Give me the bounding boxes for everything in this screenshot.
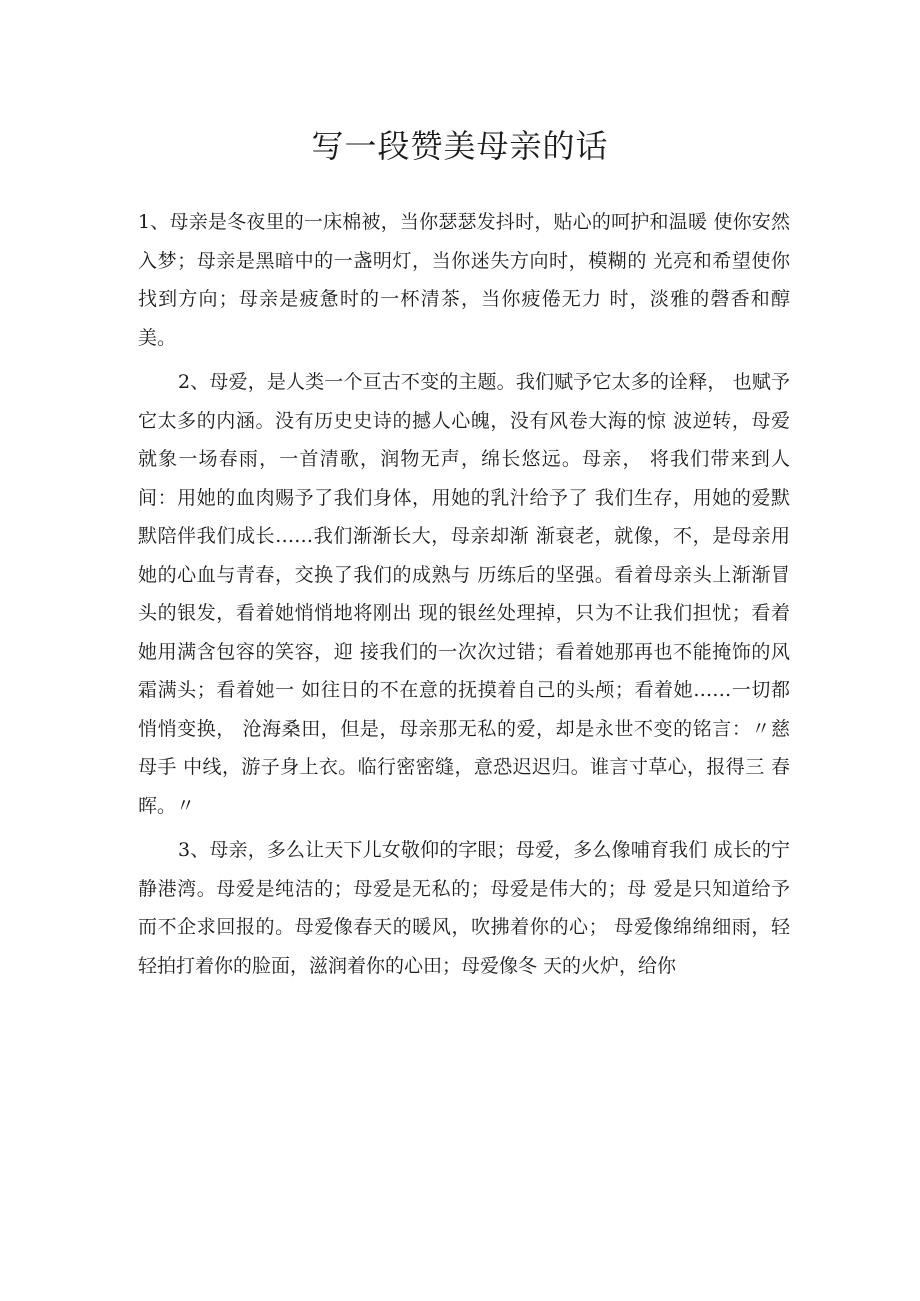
paragraph-1: 1、母亲是冬夜里的一床棉被，当你瑟瑟发抖时，贴心的呵护和温暖 使你安然入梦；母亲是黑暗中的一盏明灯，当你迷失方向时，模糊的 光亮和希望使你找到方向；母亲是疲惫时的一杯清茶，当你疲倦无力 时，淡雅的磬香和醇美。 <box>138 211 790 349</box>
paragraph-3: 3、母亲，多么让天下儿女敬仰的字眼；母爱，多么像哺育我们 成长的宁静港湾。母爱是纯洁的；母爱是无私的；母爱是伟大的；母 爱是只知道给予而不企求回报的。母爱像春天的暖风，吹拂着你的心； 母爱像绵绵细雨，轻轻拍打着你的脸面，滋润着你的心田；母爱像冬 天的火炉，给你 <box>138 839 790 977</box>
document-body <box>138 203 790 985</box>
document-title: 写一段赞美母亲的话 <box>311 127 609 165</box>
paragraph-2: 2、母爱，是人类一个亘古不变的主题。我们赋予它太多的诠释， 也赋予它太多的内涵。没有历史史诗的撼人心魄，没有风卷大海的惊 波逆转，母爱就象一场春雨，一首清歌，润物无声，绵长悠远。母亲， 将我们带来到人间：用她的血肉赐予了我们身体，用她的乳汁给予了 我们生存，用她的爱默默陪伴我们成长……我们渐渐长大，母亲却渐 渐衰老，就像，不，是母亲用她的心血与青春，交换了我们的成熟与 历练后的坚强。看着母亲头上渐渐冒头的银发，看着她悄悄地将刚出 现的银丝处理掉，只为不让我们担忧；看着她用满含包容的笑容，迎 接我们的一次次过错；看着她那再也不能掩饰的风霜满头；看着她一 如往日的不在意的抚摸着自己的头颅；看着她……一切都悄悄变换， 沧海桑田，但是，母亲那无私的爱，却是永世不变的铭言：〃慈母手 中线，游子身上衣。临行密密缝，意恐迟迟归。谁言寸草心，报得三 春晖。〃 <box>138 371 790 817</box>
